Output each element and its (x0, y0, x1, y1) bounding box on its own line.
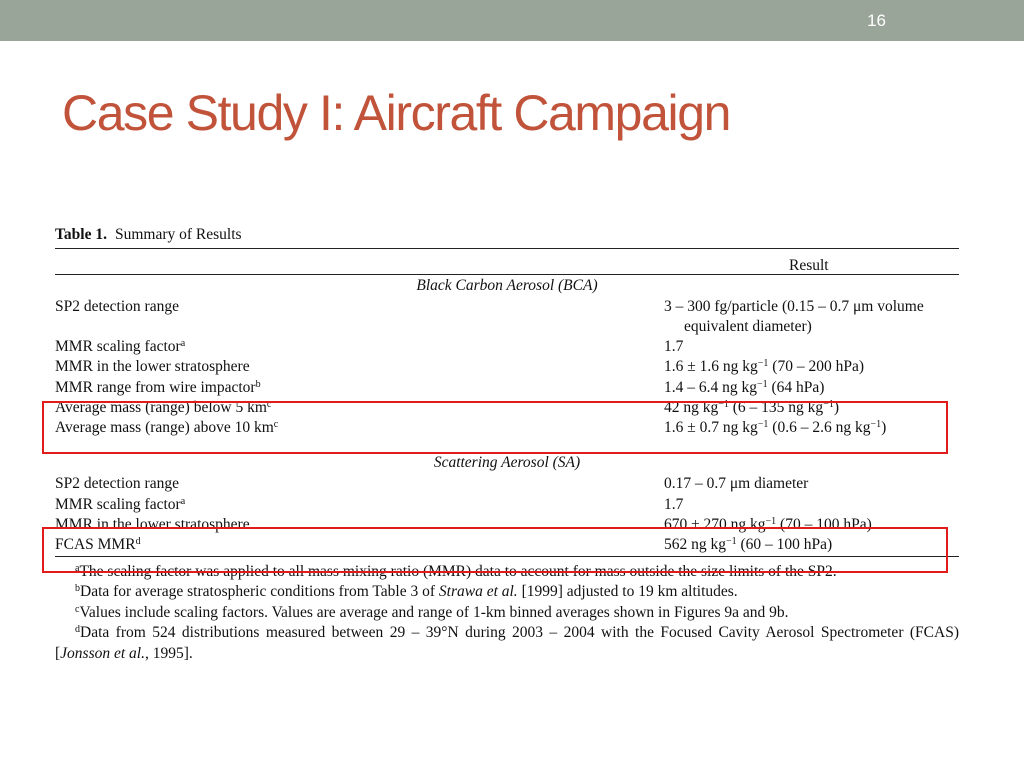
row-value-tail: (64 hPa) (767, 378, 825, 396)
footnote-mark: d (135, 536, 141, 548)
unit-exponent: −1 (823, 398, 834, 410)
section-title-sa: Scattering Aerosol (SA) (433, 454, 581, 472)
row-value-tail: ) (881, 419, 887, 437)
column-header-result: Result (789, 257, 829, 274)
table-row (55, 357, 959, 377)
section-title-bca: Black Carbon Aerosol (BCA) (416, 277, 598, 294)
table-footnotes (55, 562, 959, 665)
footnote-mark: b (255, 378, 261, 390)
row-value-continued: equivalent diameter) (684, 318, 812, 335)
footnote-text: , 1995]. (144, 644, 193, 662)
highlight-box-sa-stratosphere (42, 527, 948, 573)
footnote-mark: a (180, 338, 186, 349)
unit-exponent: −1 (757, 378, 768, 390)
row-value-text: 670 ± 270 ng kg (664, 516, 766, 534)
row-value: 1.7 (664, 338, 684, 355)
row-label: SP2 detection range (55, 298, 179, 315)
row-value-tail: (0.6 – 2.6 ng kg (768, 419, 871, 437)
row-value-tail: (70 – 200 hPa) (768, 358, 864, 376)
row-label (55, 337, 185, 357)
row-value-text: 42 ng kg (664, 398, 719, 416)
row-label (55, 495, 185, 515)
row-label (55, 378, 261, 398)
row-value-text: 562 ng kg (664, 536, 726, 554)
unit-exponent: −1 (757, 419, 769, 431)
footnote-mark: c (75, 603, 80, 615)
unit-exponent: −1 (765, 516, 777, 528)
footnote-c (55, 603, 959, 624)
table-row (55, 378, 959, 398)
unit-exponent: −1 (726, 536, 737, 548)
table-row (55, 337, 959, 357)
row-value (664, 297, 964, 337)
footnote-mark: c (266, 398, 272, 410)
row-label-text: Average mass (range) above 10 km (55, 419, 274, 437)
footnote-mark: d (75, 624, 80, 636)
row-label: SP2 detection range (55, 475, 179, 493)
table-row (55, 297, 959, 337)
table-caption (55, 224, 959, 248)
footnote-text: Values include scaling factors. Values are average and range of 1-km binned averages shown in Figures 9a and 9b. (79, 603, 789, 621)
footnote-text: Data for average stratospheric conditions from Table 3 of (80, 583, 439, 601)
footnote-mark: a (180, 495, 186, 507)
row-label: MMR in the lower stratosphere (55, 358, 250, 376)
footnote-mark: c (273, 419, 279, 431)
row-value-text: 1.6 ± 1.6 ng kg (664, 358, 758, 376)
row-label-text: MMR scaling factor (55, 495, 181, 513)
row-value-tail: (6 – 135 ng kg (728, 398, 824, 416)
row-value-tail: ) (833, 398, 839, 416)
row-value-text: 1.4 – 6.4 ng kg (664, 378, 757, 396)
row-label-text: MMR range from wire impactor (55, 378, 256, 396)
row-value-text: 1.6 ± 0.7 ng kg (664, 419, 758, 437)
unit-exponent: −1 (870, 419, 882, 431)
unit-exponent: −1 (718, 398, 729, 410)
slide-title: Case Study I: Aircraft Campaign (62, 85, 731, 141)
footnote-text: Data from 524 distributions measured between 29 – 39°N during 2003 – 2004 with the Focused Cavity Aerosol Spectrometer (FCAS) [ (55, 624, 959, 662)
footnote-d (55, 623, 959, 664)
footnote-reference: Strawa et al. (438, 583, 518, 601)
row-label-text: FCAS MMR (55, 536, 136, 554)
top-bar (0, 0, 1024, 41)
highlight-box-bca-averages (42, 398, 948, 454)
unit-exponent: −1 (757, 358, 769, 370)
table-header-row (55, 249, 959, 274)
row-label: MMR in the lower stratosphere (55, 516, 250, 534)
footnote-reference: Jonsson et al. (60, 644, 145, 662)
row-value (664, 378, 824, 398)
footnote-mark: b (75, 583, 80, 595)
row-label-text: Average mass (range) below 5 km (55, 398, 267, 416)
row-value: 0.17 – 0.7 μm diameter (664, 475, 809, 493)
footnote-text: [1999] adjusted to 19 km altitudes. (517, 583, 738, 601)
footnote-text: The scaling factor was applied to all mass mixing ratio (MMR) data to account for mass outside the size limits of the SP2. (79, 562, 837, 580)
table-row (55, 495, 959, 515)
row-label-text: MMR scaling factor (55, 338, 181, 355)
row-value (664, 357, 864, 377)
table-caption-label: Table 1. (55, 226, 107, 243)
slide-number: 16 (867, 11, 886, 30)
row-value-text: 3 – 300 fg/particle (0.15 – 0.7 μm volume (664, 298, 924, 315)
footnote-b (55, 582, 959, 603)
row-value-tail: (60 – 100 hPa) (736, 536, 833, 554)
row-value-tail: (70 – 100 hPa) (776, 516, 872, 534)
row-value: 1.7 (664, 495, 684, 513)
table-caption-text: Summary of Results (114, 226, 242, 243)
footnote-mark: a (75, 562, 80, 574)
table-row (55, 474, 959, 494)
